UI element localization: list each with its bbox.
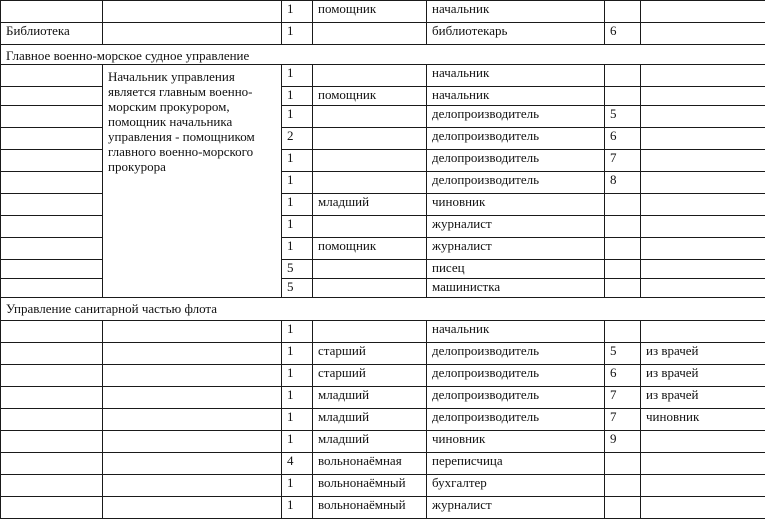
remark-cell (641, 238, 765, 260)
rank-cell: вольнонаёмная (313, 453, 427, 475)
quantity-cell: 1 (282, 238, 313, 260)
quantity-cell: 5 (282, 260, 313, 279)
class-cell: 7 (605, 150, 641, 172)
section-cell (1, 172, 103, 194)
rank-cell (313, 260, 427, 279)
remark-cell (641, 475, 765, 497)
section-header-row (1, 298, 765, 321)
position-cell: начальник (427, 65, 605, 87)
position-cell: начальник (427, 87, 605, 106)
position-cell: делопроизводитель (427, 365, 605, 387)
note-cell (103, 23, 282, 45)
class-cell: 6 (605, 365, 641, 387)
rank-cell (313, 216, 427, 238)
table-row (1, 387, 765, 409)
position-cell: библиотекарь (427, 23, 605, 45)
remark-cell (641, 216, 765, 238)
rank-cell (313, 23, 427, 45)
rank-cell (313, 65, 427, 87)
remark-cell (641, 150, 765, 172)
section-cell (1, 238, 103, 260)
quantity-cell: 1 (282, 150, 313, 172)
section-cell (1, 365, 103, 387)
remark-cell (641, 65, 765, 87)
class-cell (605, 87, 641, 106)
quantity-cell: 1 (282, 497, 313, 519)
section-cell (1, 87, 103, 106)
section-cell (1, 194, 103, 216)
rank-cell: помощник (313, 87, 427, 106)
table-row (1, 431, 765, 453)
class-cell (605, 260, 641, 279)
note-cell (103, 1, 282, 23)
remark-cell: из врачей (641, 387, 765, 409)
table-row (1, 23, 765, 45)
remark-cell (641, 431, 765, 453)
section-cell (1, 1, 103, 23)
rank-cell: старший (313, 365, 427, 387)
note-cell (103, 387, 282, 409)
section-cell (1, 431, 103, 453)
quantity-cell: 1 (282, 216, 313, 238)
position-cell: писец (427, 260, 605, 279)
section-title: Главное военно-морское судное управление (1, 45, 765, 65)
class-cell (605, 475, 641, 497)
section-cell (1, 497, 103, 519)
section-cell (1, 128, 103, 150)
rank-cell (313, 128, 427, 150)
class-cell: 5 (605, 106, 641, 128)
quantity-cell: 1 (282, 23, 313, 45)
table-row (1, 321, 765, 343)
quantity-cell: 1 (282, 387, 313, 409)
note-cell (103, 365, 282, 387)
position-cell: делопроизводитель (427, 172, 605, 194)
position-cell: журналист (427, 216, 605, 238)
rank-cell (313, 279, 427, 298)
note-cell (103, 409, 282, 431)
position-cell: переписчица (427, 453, 605, 475)
quantity-cell: 5 (282, 279, 313, 298)
quantity-cell: 1 (282, 194, 313, 216)
position-cell: чиновник (427, 431, 605, 453)
quantity-cell: 1 (282, 321, 313, 343)
section-cell (1, 387, 103, 409)
remark-cell (641, 497, 765, 519)
remark-cell (641, 279, 765, 298)
rank-cell: вольнонаёмный (313, 475, 427, 497)
section-cell (1, 106, 103, 128)
position-cell: делопроизводитель (427, 409, 605, 431)
class-cell (605, 279, 641, 298)
remark-cell (641, 453, 765, 475)
section-cell (1, 260, 103, 279)
remark-cell (641, 106, 765, 128)
remark-cell: из врачей (641, 365, 765, 387)
remark-cell (641, 172, 765, 194)
class-cell (605, 238, 641, 260)
section-cell (1, 475, 103, 497)
class-cell: 6 (605, 128, 641, 150)
class-cell: 8 (605, 172, 641, 194)
class-cell: 6 (605, 23, 641, 45)
rank-cell (313, 321, 427, 343)
rank-cell: младший (313, 387, 427, 409)
section-cell (1, 409, 103, 431)
section-cell (1, 279, 103, 298)
section-cell (1, 65, 103, 87)
section-cell (1, 216, 103, 238)
remark-cell (641, 1, 765, 23)
position-cell: чиновник (427, 194, 605, 216)
note-cell (103, 453, 282, 475)
position-cell: начальник (427, 1, 605, 23)
remark-cell (641, 260, 765, 279)
table-row (1, 343, 765, 365)
quantity-cell: 4 (282, 453, 313, 475)
rank-cell: старший (313, 343, 427, 365)
table-row (1, 65, 765, 87)
note-cell: Начальник управления является главным военно-морским прокурором, помощник начальника управления - помощником главного военно-морского прокурора (103, 65, 282, 298)
remark-cell (641, 194, 765, 216)
class-cell: 9 (605, 431, 641, 453)
section-header-row (1, 45, 765, 65)
note-cell (103, 321, 282, 343)
section-title: Управление санитарной частью флота (1, 298, 765, 321)
quantity-cell: 1 (282, 365, 313, 387)
note-cell (103, 431, 282, 453)
position-cell: журналист (427, 238, 605, 260)
table-row (1, 1, 765, 23)
position-cell: делопроизводитель (427, 150, 605, 172)
quantity-cell: 1 (282, 65, 313, 87)
position-cell: делопроизводитель (427, 343, 605, 365)
table-row (1, 497, 765, 519)
class-cell (605, 65, 641, 87)
table-row (1, 409, 765, 431)
class-cell (605, 1, 641, 23)
table-row (1, 453, 765, 475)
class-cell (605, 497, 641, 519)
remark-cell: из врачей (641, 343, 765, 365)
rank-cell: помощник (313, 238, 427, 260)
position-cell: делопроизводитель (427, 106, 605, 128)
rank-cell (313, 106, 427, 128)
quantity-cell: 1 (282, 431, 313, 453)
quantity-cell: 1 (282, 1, 313, 23)
section-cell (1, 150, 103, 172)
quantity-cell: 1 (282, 106, 313, 128)
class-cell: 7 (605, 387, 641, 409)
rank-cell: младший (313, 431, 427, 453)
position-cell: делопроизводитель (427, 387, 605, 409)
table-body (1, 1, 765, 519)
quantity-cell: 1 (282, 87, 313, 106)
position-cell: бухгалтер (427, 475, 605, 497)
position-cell: журналист (427, 497, 605, 519)
rank-cell: младший (313, 409, 427, 431)
section-cell (1, 321, 103, 343)
position-cell: делопроизводитель (427, 128, 605, 150)
class-cell: 7 (605, 409, 641, 431)
remark-cell (641, 321, 765, 343)
quantity-cell: 2 (282, 128, 313, 150)
rank-cell: помощник (313, 1, 427, 23)
quantity-cell: 1 (282, 343, 313, 365)
position-cell: машинистка (427, 279, 605, 298)
class-cell (605, 194, 641, 216)
table-row (1, 475, 765, 497)
remark-cell (641, 128, 765, 150)
position-cell: начальник (427, 321, 605, 343)
remark-cell (641, 87, 765, 106)
rank-cell: вольнонаёмный (313, 497, 427, 519)
section-cell (1, 343, 103, 365)
note-cell (103, 475, 282, 497)
rank-cell: младший (313, 194, 427, 216)
section-cell: Библиотека (1, 23, 103, 45)
rank-cell (313, 150, 427, 172)
class-cell (605, 216, 641, 238)
remark-cell: чиновник (641, 409, 765, 431)
quantity-cell: 1 (282, 172, 313, 194)
class-cell: 5 (605, 343, 641, 365)
quantity-cell: 1 (282, 409, 313, 431)
table-row (1, 365, 765, 387)
quantity-cell: 1 (282, 475, 313, 497)
class-cell (605, 321, 641, 343)
class-cell (605, 453, 641, 475)
remark-cell (641, 23, 765, 45)
section-cell (1, 453, 103, 475)
rank-cell (313, 172, 427, 194)
note-cell (103, 343, 282, 365)
note-cell (103, 497, 282, 519)
